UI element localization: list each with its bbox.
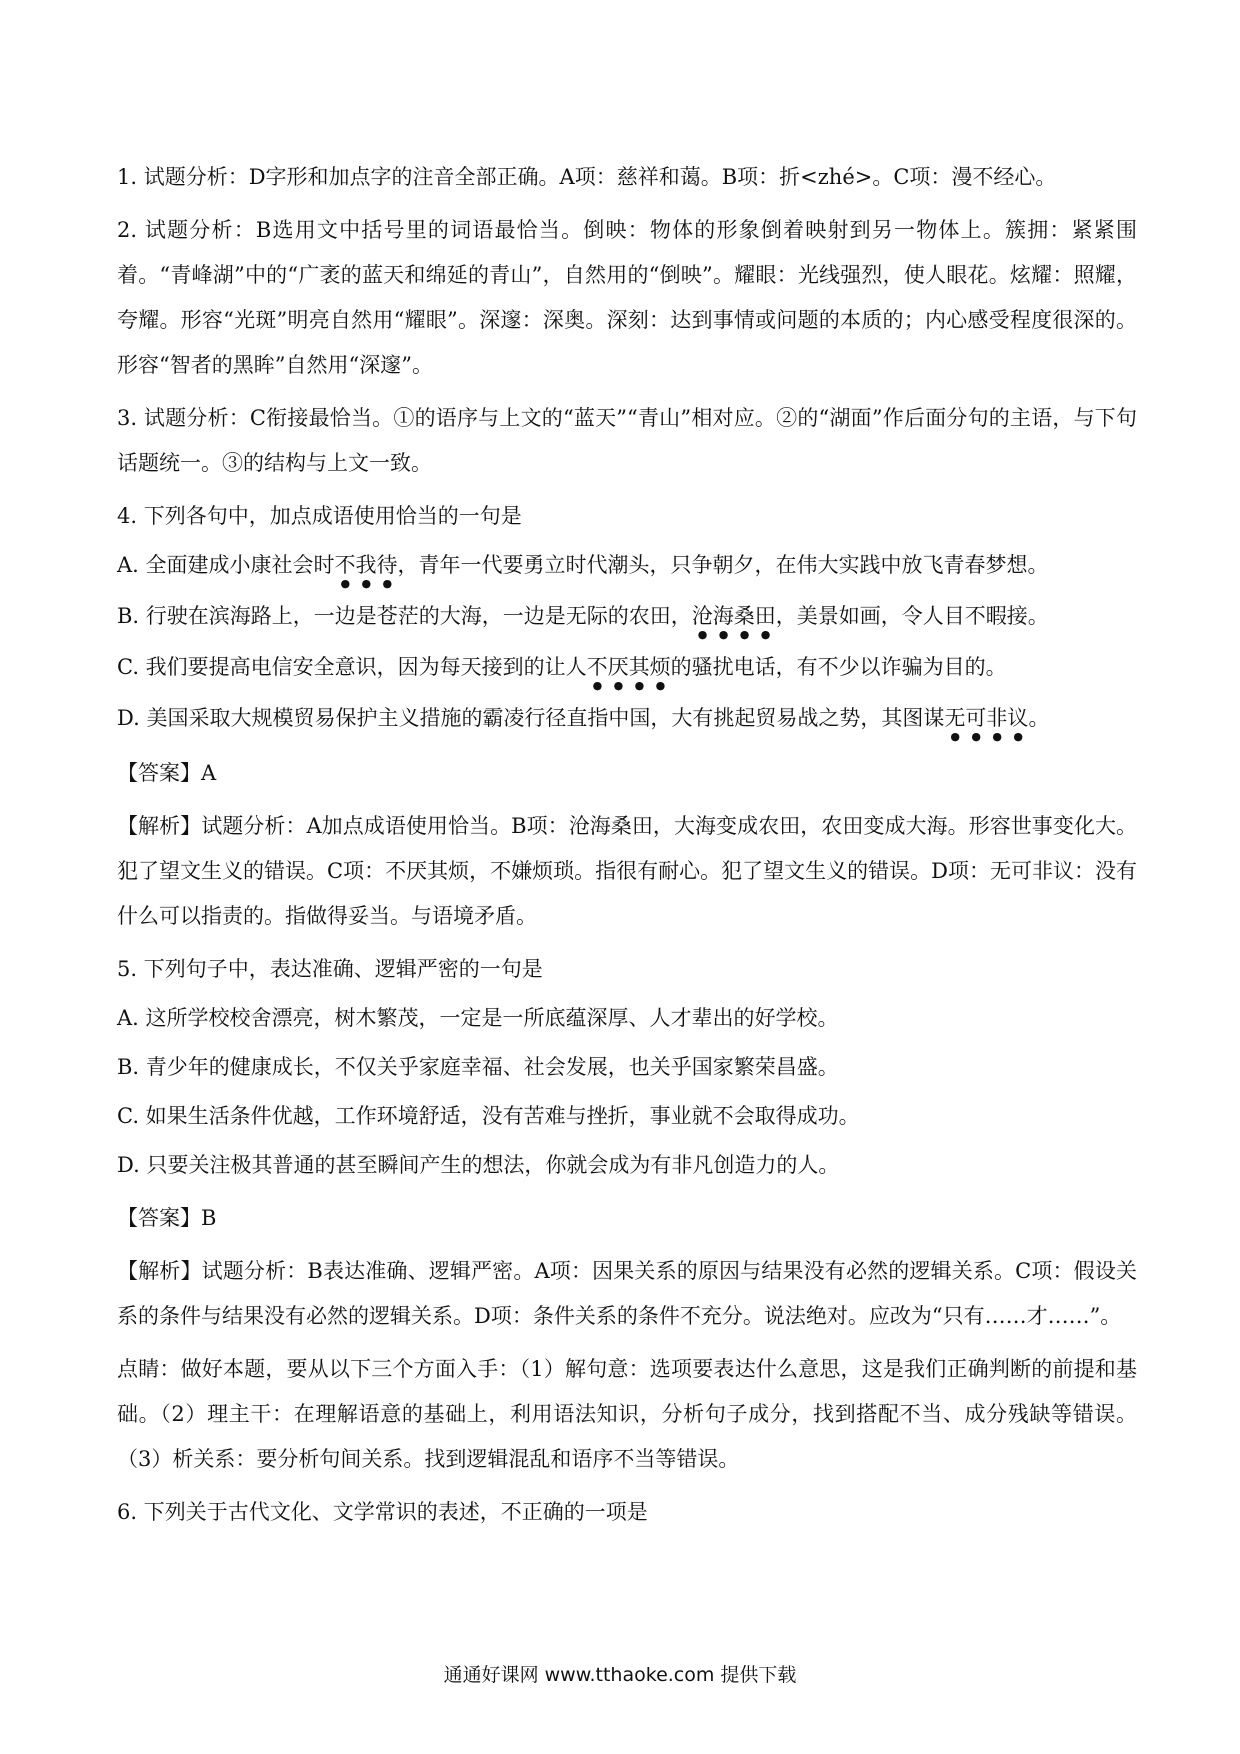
q4-answer: 【答案】A xyxy=(117,761,217,785)
document-body xyxy=(117,155,1137,1543)
q4-stem: 4. 下列各句中，加点成语使用恰当的一句是 xyxy=(117,504,522,528)
page-footer: 通通好课网 www.tthaoke.com 提供下载 xyxy=(443,1664,797,1686)
q1-analysis: 1. 试题分析：D字形和加点字的注音全部正确。A项：慈祥和蔼。B项：折<zhé>。C项：漫不经心。 xyxy=(117,165,1057,189)
q4-option-a: A. 全面建成小康社会时不我待，青年一代要勇立时代潮头，只争朝夕，在伟大实践中放飞青春梦想。 xyxy=(117,553,1049,577)
dotted-idiom: 不厌其烦 xyxy=(586,655,671,679)
q5-option-d: D. 只要关注极其普通的甚至瞬间产生的想法，你就会成为有非凡创造力的人。 xyxy=(117,1153,840,1177)
q5-stem: 5. 下列句子中，表达准确、逻辑严密的一句是 xyxy=(117,957,543,981)
q4-analysis: 【解析】试题分析：A加点成语使用恰当。B项：沧海桑田，大海变成农田，农田变成大海。形容世事变化大。犯了望文生义的错误。C项：不厌其烦，不嫌烦琐。指很有耐心。犯了望文生义的错误。D项：无可非议：没有什么可以指责的。指做得妥当。与语境矛盾。 xyxy=(117,814,1137,928)
q6-stem: 6. 下列关于古代文化、文学常识的表述，不正确的一项是 xyxy=(117,1500,648,1524)
q5-answer: 【答案】B xyxy=(117,1206,217,1230)
dotted-idiom: 不我待 xyxy=(334,553,398,577)
q3-analysis: 3. 试题分析：C衔接最恰当。①的语序与上文的“蓝天”“青山”相对应。②的“湖面”作后面分句的主语，与下句话题统一。③的结构与上文一致。 xyxy=(117,406,1137,475)
q5-tip: 点睛：做好本题，要从以下三个方面入手：（1）解句意：选项要表达什么意思，这是我们正确判断的前提和基础。（2）理主干：在理解语意的基础上，利用语法知识，分析句子成分，找到搭配不当、成分残缺等错误。（3）析关系：要分析句间关系。找到逻辑混乱和语序不当等错误。 xyxy=(117,1357,1137,1471)
dotted-idiom: 无可非议 xyxy=(944,706,1029,730)
dotted-idiom: 沧海桑田 xyxy=(691,604,776,628)
q5-option-a: A. 这所学校校舍漂亮，树木繁茂，一定是一所底蕴深厚、人才辈出的好学校。 xyxy=(117,1006,839,1030)
q5-option-c: C. 如果生活条件优越，工作环境舒适，没有苦难与挫折，事业就不会取得成功。 xyxy=(117,1104,860,1128)
q4-option-b: B. 行驶在滨海路上，一边是苍茫的大海，一边是无际的农田，沧海桑田，美景如画，令人目不暇接。 xyxy=(117,604,1049,628)
q4-option-d: D. 美国采取大规模贸易保护主义措施的霸凌行径直指中国，大有挑起贸易战之势，其图谋无可非议。 xyxy=(117,706,1050,730)
q5-analysis: 【解析】试题分析：B表达准确、逻辑严密。A项：因果关系的原因与结果没有必然的逻辑关系。C项：假设关系的条件与结果没有必然的逻辑关系。D项：条件关系的条件不充分。说法绝对。应改为“只有……才……”。 xyxy=(117,1259,1137,1328)
q5-option-b: B. 青少年的健康成长，不仅关乎家庭幸福、社会发展，也关乎国家繁荣昌盛。 xyxy=(117,1055,839,1079)
q2-analysis: 2. 试题分析：B选用文中括号里的词语最恰当。倒映：物体的形象倒着映射到另一物体上。簇拥：紧紧围着。“青峰湖”中的“广袤的蓝天和绵延的青山”，自然用的“倒映”。耀眼：光线强烈，使人眼花。炫耀：照耀，夸耀。形容“光斑”明亮自然用“耀眼”。深邃：深奥。深刻：达到事情或问题的本质的；内心感受程度很深的。形容“智者的黑眸”自然用“深邃”。 xyxy=(117,218,1137,377)
q4-option-c: C. 我们要提高电信安全意识，因为每天接到的让人不厌其烦的骚扰电话，有不少以诈骗为目的。 xyxy=(117,655,1007,679)
